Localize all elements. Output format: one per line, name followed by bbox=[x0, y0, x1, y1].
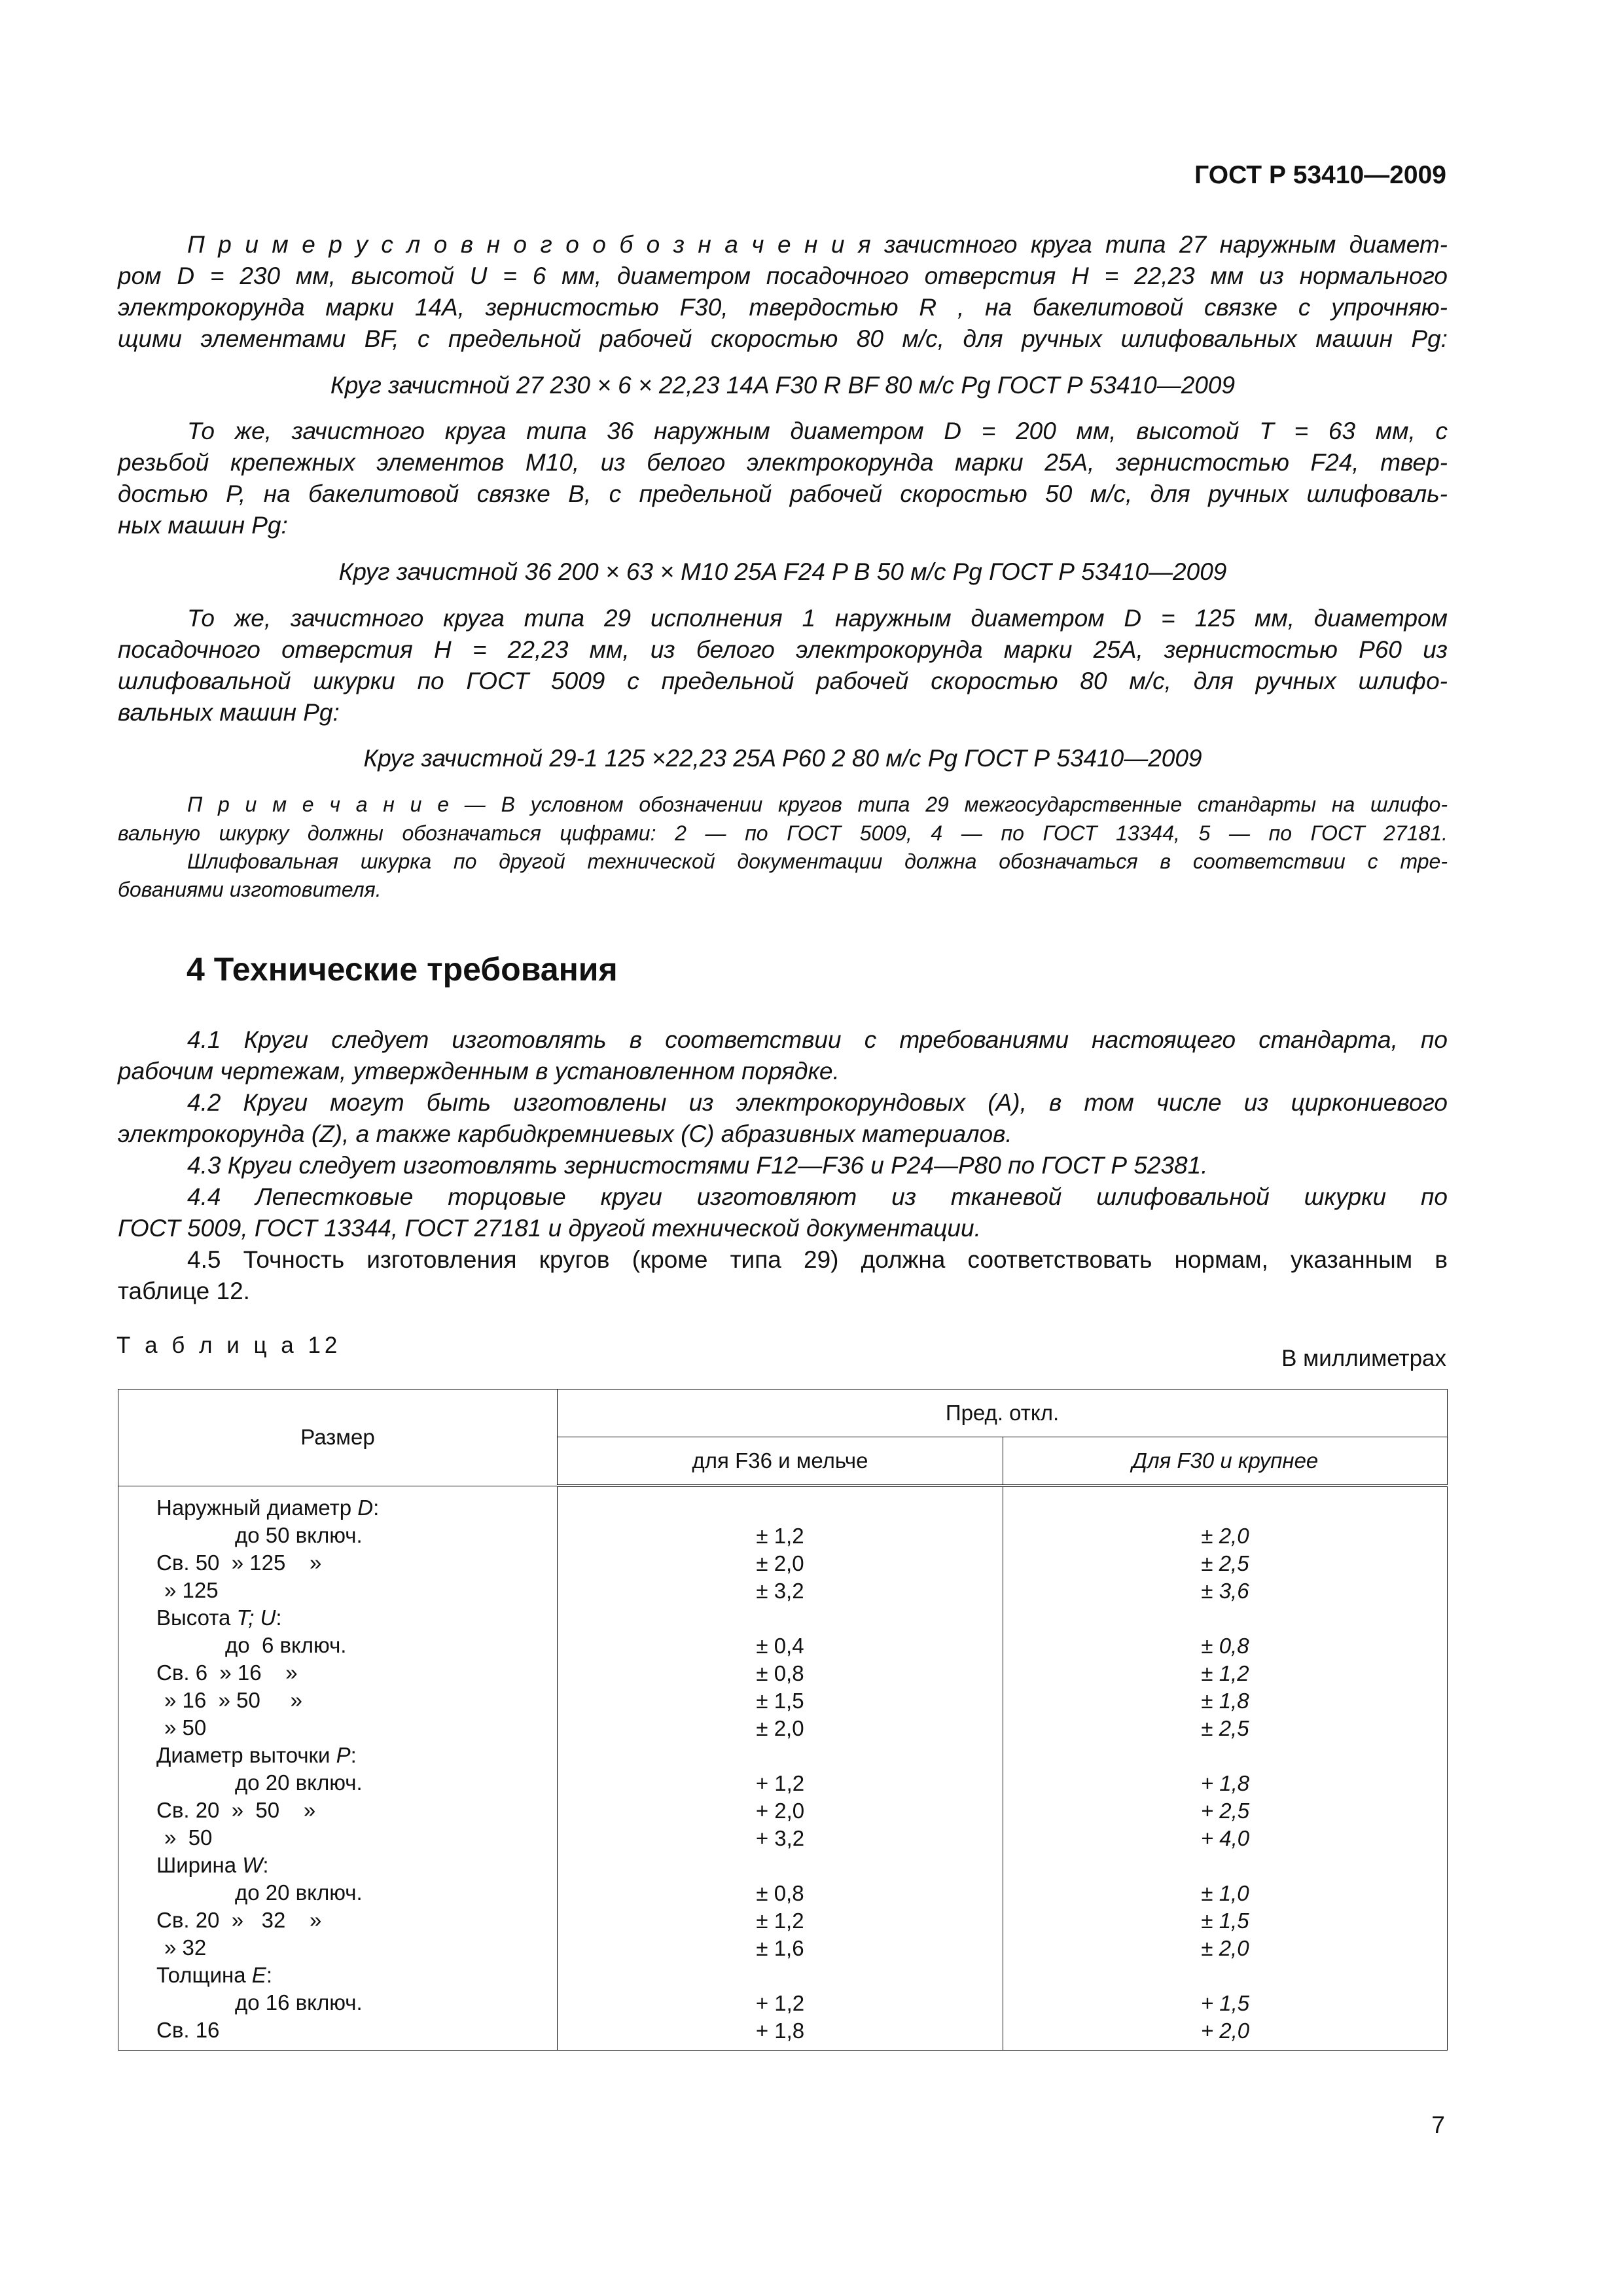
note-line-3: Шлифовальная шкурка по другой технической документации должна обозначаться в соответствии с тре- bbox=[187, 850, 1448, 873]
clause-4-1-line-2: рабочим чертежам, утвержденным в установленном порядке. bbox=[118, 1058, 840, 1085]
group-title bbox=[156, 1962, 557, 1989]
group-symbol: D bbox=[357, 1495, 374, 1520]
size-range: Св. 20 » 32 » bbox=[156, 1907, 322, 1932]
clause-4-2-line-2: электрокорунда (Z), а также карбидкремниевых (С) абразивных материалов. bbox=[118, 1121, 1012, 1147]
deviation-fine: ± 2,0 bbox=[756, 1551, 804, 1575]
group-suffix: : bbox=[350, 1742, 357, 1767]
deviation-coarse: + 1,8 bbox=[1200, 1771, 1250, 1795]
size-range: до 6 включ. bbox=[225, 1632, 347, 1657]
group-spacer bbox=[558, 1495, 1003, 1522]
size-range: » 16 » 50 » bbox=[164, 1687, 302, 1712]
example-lead: П р и м е р у с л о в н о г о о б о з н а ч е н и я bbox=[187, 231, 871, 258]
clause-4-5-line-2: таблице 12. bbox=[118, 1278, 250, 1304]
example3-line-2: посадочного отверстия H = 22,23 мм, из белого электрокорунда марки 25A, зернистостью P60 из bbox=[118, 636, 1448, 663]
size-range: Св. 50 » 125 » bbox=[156, 1550, 322, 1575]
example3-line-4: вальных машин Pg: bbox=[118, 699, 340, 726]
group-symbol: E bbox=[251, 1962, 266, 1987]
group-symbol: P bbox=[336, 1742, 351, 1767]
fine-grit-column-cell bbox=[558, 1486, 1003, 2051]
clause-4-1-line-1: 4.1 Круги следует изготовлять в соответствии с требованиями настоящего стандарта, по bbox=[187, 1026, 1448, 1053]
group-suffix: : bbox=[266, 1962, 272, 1987]
deviation-coarse: ± 2,0 bbox=[1201, 1524, 1249, 1548]
deviation-fine: ± 1,5 bbox=[756, 1689, 804, 1713]
clause-4-2-line-1: 4.2 Круги могут быть изготовлены из электрокорундовых (А), в том числе из циркониевого bbox=[187, 1089, 1448, 1116]
deviation-coarse: ± 3,6 bbox=[1201, 1579, 1249, 1603]
deviation-coarse: + 4,0 bbox=[1200, 1826, 1250, 1850]
deviation-coarse: ± 2,5 bbox=[1201, 1716, 1249, 1740]
example1-line-3: электрокорунда марки 14A, зернистостью F30, твердостью R , на бакелитовой связке с упрочняю- bbox=[118, 294, 1448, 321]
deviation-coarse: + 1,5 bbox=[1200, 1991, 1250, 2015]
group-spacer bbox=[558, 1962, 1003, 1990]
deviation-coarse: ± 1,0 bbox=[1201, 1881, 1249, 1905]
group-spacer bbox=[1003, 1495, 1447, 1522]
size-range: Св. 6 » 16 » bbox=[156, 1660, 298, 1685]
coarse-grit-column-cell bbox=[1003, 1486, 1448, 2051]
deviation-fine: ± 1,2 bbox=[756, 1909, 804, 1933]
page-number: 7 bbox=[1431, 2111, 1445, 2138]
deviation-fine: + 3,2 bbox=[755, 1826, 805, 1850]
deviation-coarse: + 2,5 bbox=[1200, 1799, 1250, 1823]
deviation-fine: + 1,8 bbox=[755, 2018, 805, 2043]
deviation-fine: ± 0,8 bbox=[756, 1661, 804, 1685]
deviation-fine: + 2,0 bbox=[755, 1799, 805, 1823]
example1-text: зачистного круга типа 27 наружным диамет- bbox=[884, 231, 1448, 258]
clause-4-4-line-2: ГОСТ 5009, ГОСТ 13344, ГОСТ 27181 и другой технической документации. bbox=[118, 1215, 981, 1242]
example1-line-4: щими элементами BF, с предельной рабочей скоростью 80 м/с, для ручных шлифовальных машин Pg: bbox=[118, 325, 1448, 352]
size-range: » 50 bbox=[164, 1715, 207, 1740]
size-range: до 20 включ. bbox=[235, 1880, 363, 1905]
size-range: » 32 bbox=[164, 1935, 207, 1960]
group-symbol: T; U bbox=[236, 1605, 276, 1630]
deviation-coarse: + 2,0 bbox=[1200, 2018, 1250, 2043]
example3-line-1: То же, зачистного круга типа 29 исполнения 1 наружным диаметром D = 125 мм, диаметром bbox=[187, 605, 1448, 632]
group-title bbox=[156, 1494, 557, 1522]
units-label: В миллиметрах bbox=[1281, 1346, 1446, 1371]
group-spacer bbox=[1003, 1742, 1447, 1770]
deviation-coarse: ± 2,0 bbox=[1201, 1936, 1249, 1960]
table-caption: Т а б л и ц а 12 bbox=[116, 1333, 342, 1358]
tolerance-table bbox=[118, 1389, 1448, 2051]
deviation-fine: + 1,2 bbox=[755, 1771, 805, 1795]
deviation-coarse: ± 1,5 bbox=[1201, 1909, 1249, 1933]
note-line-4: бованиями изготовителя. bbox=[118, 878, 382, 901]
group-title-text: Высота bbox=[156, 1605, 237, 1630]
example2-line-1: То же, зачистного круга типа 36 наружным диаметром D = 200 мм, высотой T = 63 мм, с bbox=[187, 418, 1448, 444]
example2-line-3: достью P, на бакелитовой связке B, с предельной рабочей скоростью 50 м/с, для ручных шлифоваль- bbox=[118, 480, 1448, 507]
note-line-1: П р и м е ч а н и е — В условном обозначении кругов типа 29 межгосударственные стандарты на шлифо- bbox=[187, 793, 1448, 816]
size-range: » 125 bbox=[164, 1577, 219, 1602]
group-spacer bbox=[1003, 1852, 1447, 1880]
group-spacer bbox=[558, 1742, 1003, 1770]
group-suffix: : bbox=[373, 1495, 380, 1520]
size-range: Св. 16 bbox=[156, 2017, 220, 2042]
group-title-text: Диаметр выточки bbox=[156, 1742, 336, 1767]
deviation-coarse: ± 1,8 bbox=[1201, 1689, 1249, 1713]
clause-4-3-line-1: 4.3 Круги следует изготовлять зернистостями F12—F36 и P24—P80 по ГОСТ Р 52381. bbox=[187, 1152, 1208, 1179]
size-range: до 50 включ. bbox=[235, 1522, 363, 1547]
size-range: Св. 20 » 50 » bbox=[156, 1797, 316, 1822]
designation-2: Круг зачистной 36 200 × 63 × М10 25A F24 P B 50 м/с Pg ГОСТ Р 53410—2009 bbox=[338, 558, 1227, 585]
deviation-coarse: ± 1,2 bbox=[1201, 1661, 1249, 1685]
deviation-fine: ± 1,6 bbox=[756, 1936, 804, 1960]
example2-line-4: ных машин Pg: bbox=[118, 512, 288, 539]
group-spacer bbox=[558, 1852, 1003, 1880]
section-heading: 4 Технические требования bbox=[187, 951, 618, 988]
group-spacer bbox=[558, 1605, 1003, 1632]
group-title bbox=[156, 1852, 557, 1879]
deviation-fine: ± 0,4 bbox=[756, 1634, 804, 1658]
example1-line-1 bbox=[118, 229, 1448, 260]
group-symbol: W bbox=[242, 1852, 263, 1877]
deviation-fine: ± 1,2 bbox=[756, 1524, 804, 1548]
group-title-text: Наружный диаметр bbox=[156, 1495, 358, 1520]
size-range: » 50 bbox=[164, 1825, 213, 1850]
size-range: до 16 включ. bbox=[235, 1990, 363, 2015]
clause-4-5-line-1: 4.5 Точность изготовления кругов (кроме типа 29) должна соответствовать нормам, указанным в bbox=[187, 1246, 1448, 1273]
header-coarse-grit: Для F30 и крупнее bbox=[1003, 1437, 1448, 1486]
designation-3: Круг зачистной 29-1 125 ×22,23 25A P60 2 80 м/с Pg ГОСТ Р 53410—2009 bbox=[363, 745, 1202, 772]
deviation-fine: ± 0,8 bbox=[756, 1881, 804, 1905]
group-suffix: : bbox=[262, 1852, 269, 1877]
group-spacer bbox=[1003, 1605, 1447, 1632]
header-size: Размер bbox=[118, 1390, 558, 1486]
example2-line-2: резьбой крепежных элементов М10, из белого электрокорунда марки 25A, зернистостью F24, твер- bbox=[118, 449, 1448, 476]
table-body bbox=[118, 1486, 1448, 2051]
group-spacer bbox=[1003, 1962, 1447, 1990]
note-line-2: вальную шкурку должны обозначаться цифрами: 2 — по ГОСТ 5009, 4 — по ГОСТ 13344, 5 — по ГОСТ 27181. bbox=[118, 821, 1448, 845]
example1-line-2: ром D = 230 мм, высотой U = 6 мм, диаметром посадочного отверстия H = 22,23 мм из нормального bbox=[118, 262, 1448, 289]
group-suffix: : bbox=[276, 1605, 282, 1630]
header-limit-deviation: Пред. откл. bbox=[558, 1390, 1448, 1437]
document-code: ГОСТ Р 53410—2009 bbox=[1194, 161, 1446, 189]
deviation-fine: + 1,2 bbox=[755, 1991, 805, 2015]
deviation-coarse: ± 2,5 bbox=[1201, 1551, 1249, 1575]
clause-4-4-line-1: 4.4 Лепестковые торцовые круги изготовляют из тканевой шлифовальной шкурки по bbox=[187, 1183, 1448, 1210]
example3-line-3: шлифовальной шкурки по ГОСТ 5009 с предельной рабочей скоростью 80 м/с, для ручных шлифо- bbox=[118, 668, 1448, 694]
table-row bbox=[118, 1486, 1448, 2051]
group-title-text: Толщина bbox=[156, 1962, 252, 1987]
group-title-text: Ширина bbox=[156, 1852, 243, 1877]
deviation-fine: ± 3,2 bbox=[756, 1579, 804, 1603]
size-range: до 20 включ. bbox=[235, 1770, 363, 1795]
size-column-cell bbox=[118, 1486, 558, 2051]
group-title bbox=[156, 1742, 557, 1769]
group-title bbox=[156, 1604, 557, 1632]
header-fine-grit: для F36 и мельче bbox=[558, 1437, 1003, 1486]
deviation-coarse: ± 0,8 bbox=[1201, 1634, 1249, 1658]
designation-1: Круг зачистной 27 230 × 6 × 22,23 14A F30 R BF 80 м/с Pg ГОСТ Р 53410—2009 bbox=[330, 372, 1236, 399]
deviation-fine: ± 2,0 bbox=[756, 1716, 804, 1740]
